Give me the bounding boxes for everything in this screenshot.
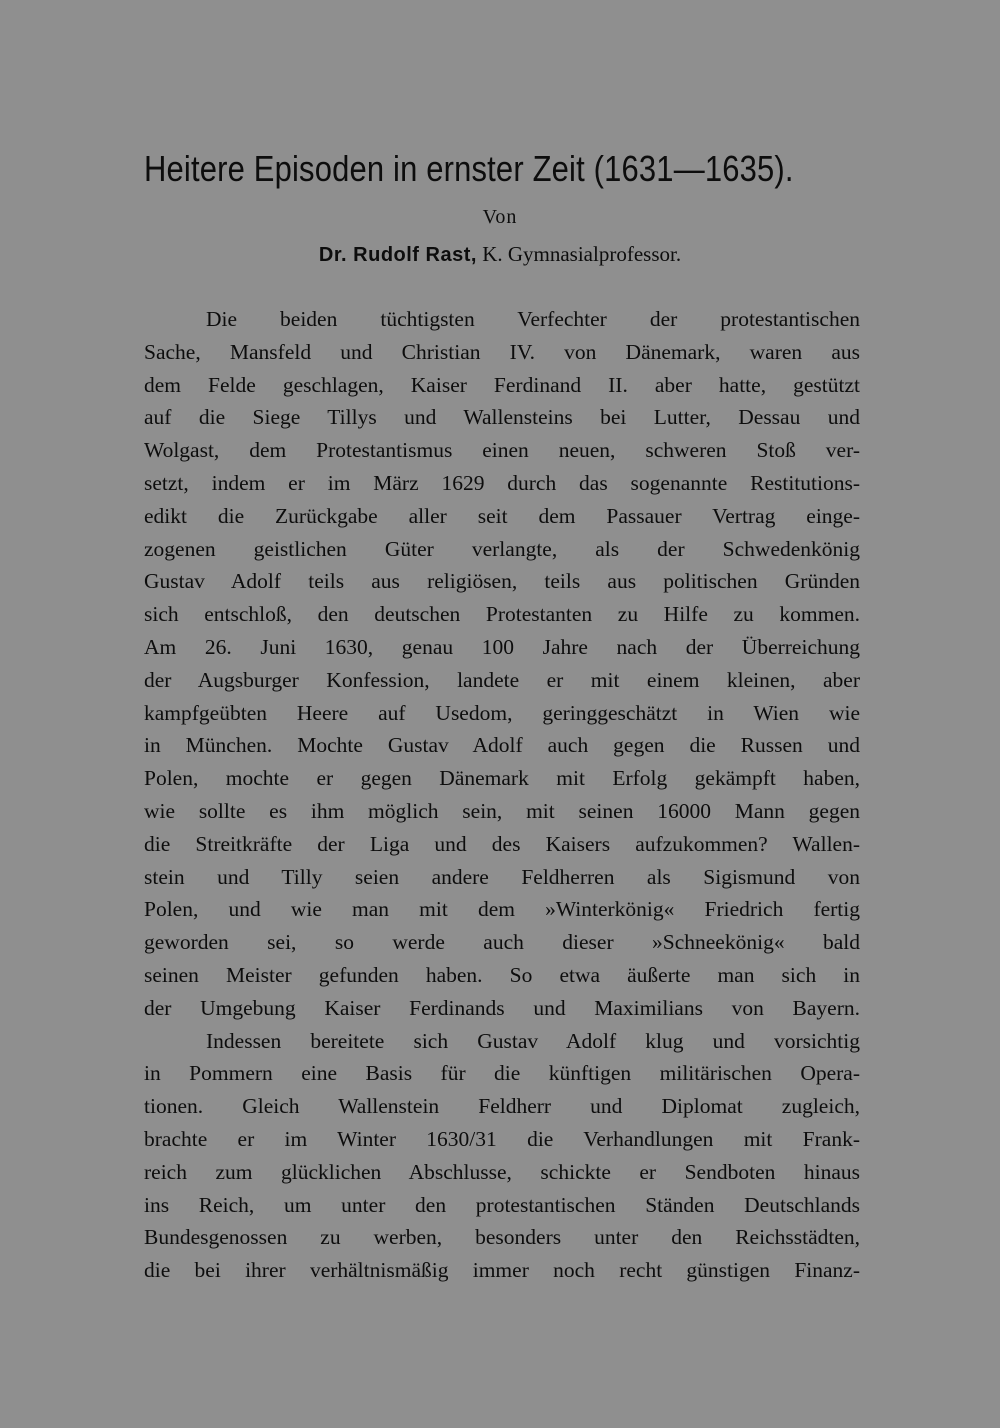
text-line: kampfgeübten Heere auf Usedom, geringgeschätzt in Wien wie <box>144 700 860 725</box>
body-text <box>144 303 860 1287</box>
text-line: Die beiden tüchtigsten Verfechter der protestantischen <box>206 307 860 331</box>
text-line: zogenen geistlichen Güter verlangte, als der Schwedenkönig <box>144 536 860 561</box>
byline-von: Von <box>482 206 518 228</box>
text-line: tionen. Gleich Wallenstein Feldherr und Diplomat zugleich, <box>144 1094 860 1119</box>
text-line: edikt die Zurückgabe aller seit dem Passauer Vertrag einge- <box>144 503 860 528</box>
article-title: Heitere Episoden in ernster Zeit (1631—1635). <box>144 148 794 189</box>
text-line: Sache, Mansfeld und Christian IV. von Dänemark, waren aus <box>144 339 860 364</box>
text-line: Polen, und wie man mit dem »Winterkönig« Friedrich fertig <box>144 897 860 922</box>
author-name: Dr. Rudolf Rast, <box>318 244 477 266</box>
author-line <box>0 242 1000 267</box>
text-line: Am 26. Juni 1630, genau 100 Jahre nach der Überreichung <box>144 634 860 659</box>
text-line: in Pommern eine Basis für die künftigen militärischen Opera- <box>144 1061 860 1086</box>
text-line: reich zum glücklichen Abschlusse, schickte er Sendboten hinaus <box>144 1159 860 1184</box>
text-line: dem Felde geschlagen, Kaiser Ferdinand II. aber hatte, gestützt <box>144 372 860 397</box>
text-line: geworden sei, so werde auch dieser »Schneekönig« bald <box>144 930 860 955</box>
text-line: die bei ihrer verhältnismäßig immer noch recht günstigen Finanz- <box>144 1258 860 1283</box>
text-line: Bundesgenossen zu werben, besonders unter den Reichsstädten, <box>144 1225 860 1250</box>
text-line: der Augsburger Konfession, landete er mit einem kleinen, aber <box>144 667 860 692</box>
text-line: auf die Siege Tillys und Wallensteins bei Lutter, Dessau und <box>144 405 860 430</box>
text-line: setzt, indem er im März 1629 durch das sogenannte Restitutions- <box>144 470 860 495</box>
text-line: Polen, mochte er gegen Dänemark mit Erfolg gekämpft haben, <box>144 766 860 791</box>
text-line: brachte er im Winter 1630/31 die Verhandlungen mit Frank- <box>144 1126 860 1151</box>
text-line: die Streitkräfte der Liga und des Kaisers aufzukommen? Wallen- <box>144 831 860 856</box>
text-line: ins Reich, um unter den protestantischen Ständen Deutschlands <box>144 1192 860 1217</box>
text-line: in München. Mochte Gustav Adolf auch gegen die Russen und <box>144 733 860 758</box>
text-line: stein und Tilly seien andere Feldherren als Sigismund von <box>144 864 860 889</box>
text-line: seinen Meister gefunden haben. So etwa äußerte man sich in <box>144 962 860 987</box>
text-line: Gustav Adolf teils aus religiösen, teils aus politischen Gründen <box>144 569 860 594</box>
text-line: der Umgebung Kaiser Ferdinands und Maximilians von Bayern. <box>144 995 860 1020</box>
text-line: Wolgast, dem Protestantismus einen neuen, schweren Stoß ver- <box>144 438 860 463</box>
text-line: wie sollte es ihm möglich sein, mit seinen 16000 Mann gegen <box>144 798 860 823</box>
text-line: Indessen bereitete sich Gustav Adolf klug und vorsichtig <box>206 1028 860 1053</box>
text-line: sich entschloß, den deutschen Protestanten zu Hilfe zu kommen. <box>144 602 860 627</box>
author-role: K. Gymnasialprofessor. <box>482 242 682 266</box>
